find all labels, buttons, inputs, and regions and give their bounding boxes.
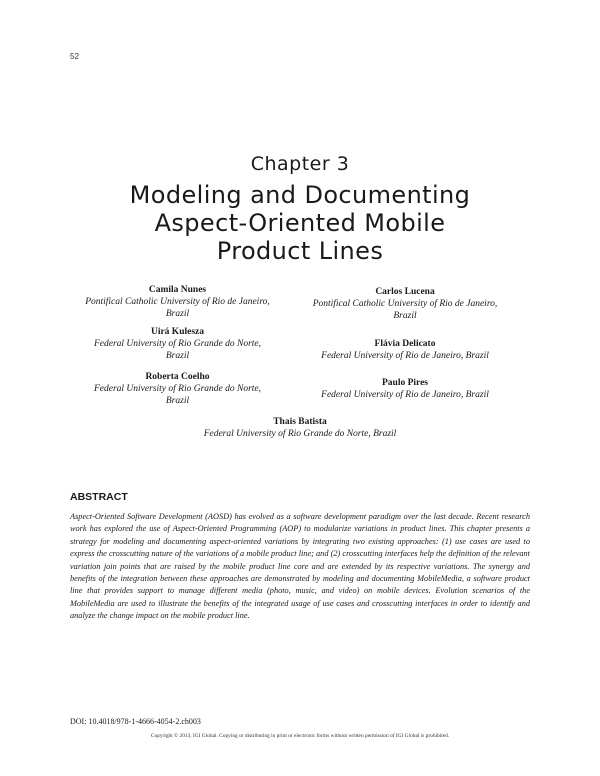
author-name: Roberta Coelho bbox=[145, 372, 210, 382]
author-affiliation: Pontifical Catholic University of Rio de Janeiro, bbox=[312, 299, 498, 309]
copyright-notice: Copyright © 2013, IGI Global. Copying or distributing in print or electronic forms without written permission of IGI Global is prohibited. bbox=[150, 733, 450, 739]
author-affiliation: Federal University of Rio Grande do Norte, Brazil bbox=[203, 429, 397, 439]
abstract-heading: ABSTRACT bbox=[70, 491, 128, 503]
author-block bbox=[295, 338, 515, 362]
author-affiliation: Brazil bbox=[165, 351, 190, 361]
author-affiliation: Brazil bbox=[165, 309, 190, 319]
author-affiliation: Federal University of Rio Grande do Norte, bbox=[93, 339, 261, 349]
chapter-label: Chapter 3 bbox=[250, 153, 350, 175]
author-name: Camila Nunes bbox=[148, 285, 207, 295]
title-line: Product Lines bbox=[216, 237, 384, 265]
author-affiliation: Federal University of Rio Grande do Norte, bbox=[93, 384, 261, 394]
author-affiliation: Brazil bbox=[165, 396, 190, 406]
author-block bbox=[295, 286, 515, 322]
author-affiliation: Brazil bbox=[393, 311, 417, 321]
abstract-text: Aspect-Oriented Software Development (AOSD) has evolved as a software development paradigm over the last decade. Recent research work has explored the use of Aspect-Oriented Programming (AOP) to modularize variations in product lines. This chapter presents a strategy for modeling and documenting aspect-oriented variations by integrating two existing approaches: (1) use cases are used to express the crosscutting nature of the variations of a mobile product line; and (2) crosscutting interfaces help the definition of the relevant variation join points that are raised by the mobile product line core and are extended by its respective variations. The synergy and benefits of the integration between these approaches are demonstrated by modeling and documenting MobileMedia, a software product line that provides support to manage different media (photo, music, and video) on mobile devices. Evolution scenarios of the MobileMedia are used to illustrate the benefits of the integrated usage of use cases and crosscutting interfaces in order to identify and analyze the change impact on the mobile product line. bbox=[70, 512, 530, 621]
title-line: Aspect-Oriented Mobile bbox=[154, 209, 446, 237]
author-name: Uirá Kulesza bbox=[150, 327, 205, 337]
author-affiliation: Pontifical Catholic University of Rio de Janeiro, bbox=[85, 297, 270, 307]
author-name: Carlos Lucena bbox=[375, 287, 435, 297]
author-name: Flávia Delicato bbox=[374, 339, 436, 349]
author-block bbox=[150, 416, 450, 440]
author-affiliation: Federal University of Rio de Janeiro, Brazil bbox=[321, 351, 489, 361]
author-name: Paulo Pires bbox=[381, 378, 428, 388]
author-block bbox=[70, 284, 285, 320]
author-block bbox=[70, 371, 285, 407]
title-line: Modeling and Documenting bbox=[129, 181, 471, 209]
author-block bbox=[295, 377, 515, 401]
author-affiliation: Federal University of Rio de Janeiro, Brazil bbox=[321, 390, 489, 400]
author-block bbox=[70, 326, 285, 362]
chapter-title bbox=[60, 181, 540, 265]
page-number: 52 bbox=[70, 52, 79, 61]
doi: DOI: 10.4018/978-1-4666-4054-2.ch003 bbox=[70, 717, 201, 726]
author-name: Thais Batista bbox=[273, 417, 327, 427]
